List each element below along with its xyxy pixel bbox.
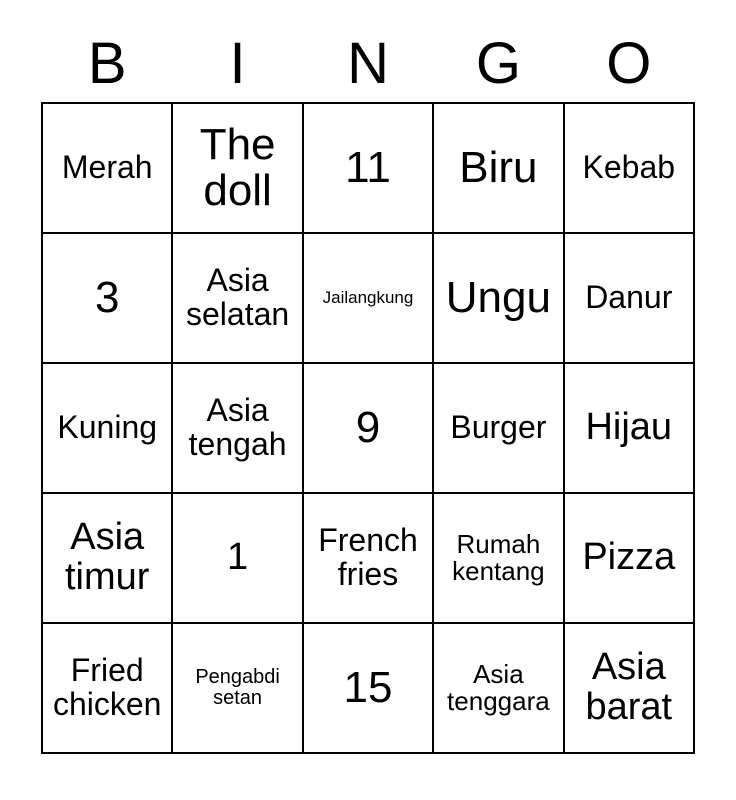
bingo-cell-r5c4[interactable]: Asia tenggara [433,623,563,753]
header-letter-b: B [87,31,127,96]
header-letter-n: N [347,31,389,96]
table-row [42,103,694,233]
table-row [42,363,694,493]
bingo-cell-r5c2[interactable]: Pengabdi setan [172,623,302,753]
bingo-cell-r4c3[interactable]: French fries [303,493,433,623]
bingo-cell-r3c2[interactable]: Asia tengah [172,363,302,493]
bingo-cell-r3c1[interactable]: Kuning [42,363,172,493]
bingo-grid [41,102,695,754]
bingo-cell-r4c1[interactable]: Asia timur [42,493,172,623]
bingo-cell-r1c4[interactable]: Biru [433,103,563,233]
bingo-cell-r5c5[interactable]: Asia barat [564,623,694,753]
bingo-cell-r2c2[interactable]: Asia selatan [172,233,302,363]
bingo-cell-r4c2[interactable]: 1 [172,493,302,623]
header-letter-i: I [229,31,246,96]
bingo-cell-r2c1[interactable]: 3 [42,233,172,363]
bingo-cell-r1c1[interactable]: Merah [42,103,172,233]
bingo-cell-r5c1[interactable]: Fried chicken [42,623,172,753]
bingo-cell-r4c4[interactable]: Rumah kentang [433,493,563,623]
bingo-cell-r3c5[interactable]: Hijau [564,363,694,493]
bingo-cell-r3c4[interactable]: Burger [433,363,563,493]
bingo-cell-r1c2[interactable]: The doll [172,103,302,233]
bingo-header [42,0,694,98]
bingo-cell-r1c5[interactable]: Kebab [564,103,694,233]
bingo-cell-r1c3[interactable]: 11 [303,103,433,233]
table-row [42,493,694,623]
table-row [42,233,694,363]
bingo-cell-r5c3[interactable]: 15 [303,623,433,753]
bingo-cell-r3c3[interactable]: 9 [303,363,433,493]
header-letter-o: O [606,31,652,96]
bingo-cell-r4c5[interactable]: Pizza [564,493,694,623]
bingo-cell-r2c5[interactable]: Danur [564,233,694,363]
table-row [42,623,694,753]
bingo-cell-r2c4[interactable]: Ungu [433,233,563,363]
bingo-cell-r2c3[interactable]: Jailangkung [303,233,433,363]
header-letter-g: G [475,31,521,96]
